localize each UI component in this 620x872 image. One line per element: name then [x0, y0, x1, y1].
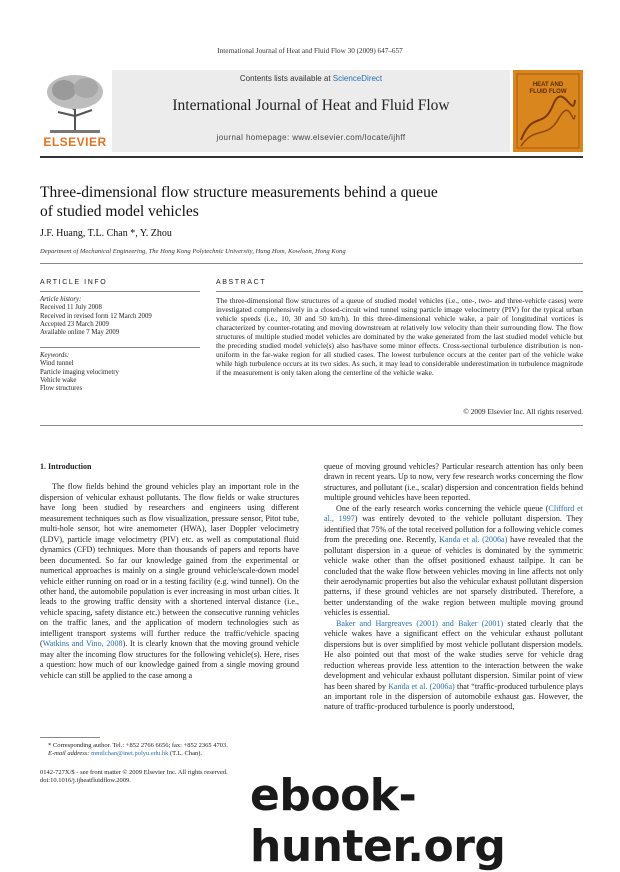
section-heading: 1. Introduction: [40, 462, 92, 471]
history-item: Received 11 July 2008: [40, 304, 102, 312]
journal-cover-title: [513, 82, 583, 96]
text-run: that “traffic-produced turbulence plays an important role in the dispersion of automobile exhaust gas. However, the nature of traffic-produced turbulence is poorly understood,: [324, 681, 583, 712]
cover-line-2: FLUID FLOW: [529, 89, 567, 95]
journal-title: International Journal of Heat and Fluid Flow: [172, 97, 450, 114]
text-run: ) was entirely devoted to the vehicle pollutant dispersion. They identified that 75% of the total received pollution for a following vehicle comes from the preceding one. Recently,: [324, 514, 583, 545]
cover-line-1: HEAT AND: [532, 82, 564, 88]
watermark-text: ebook-hunter.org: [250, 770, 506, 872]
history-item: Available online 7 May 2009: [40, 329, 120, 337]
sciencedirect-link[interactable]: ScienceDirect: [332, 74, 383, 83]
footnote-email-line: [40, 750, 299, 758]
history-item: Accepted 23 March 2009: [40, 320, 109, 328]
paragraph: [40, 482, 299, 681]
footnote-line: [40, 742, 299, 750]
body-right-column: [324, 462, 583, 713]
authors: J.F. Huang, T.L. Chan *, Y. Zhou: [40, 228, 172, 239]
contents-line: [112, 74, 510, 83]
doi-line[interactable]: doi:10.1016/j.ijheatfluidflow.2009.: [40, 777, 131, 784]
footnote-marker: *: [48, 742, 52, 749]
affiliation: Department of Mechanical Engineering, The Hong Kong Polytechnic University, Hung Hom, Kowloon, Hong Kong: [40, 248, 346, 255]
footnote: [40, 742, 299, 758]
title-rule: [40, 263, 583, 264]
keyword-item: Particle imaging velocimetry: [40, 368, 119, 376]
article-info-rule: [40, 291, 200, 292]
citation-link[interactable]: Kanda et al. (2006a): [439, 535, 508, 545]
copyright: © 2009 Elsevier Inc. All rights reserved.: [463, 407, 583, 416]
keyword-item: Flow structures: [40, 385, 83, 393]
journal-homepage[interactable]: journal homepage: www.elsevier.com/locate/ijhff: [216, 133, 406, 142]
citation-link[interactable]: Watkins and Vino, 2008: [42, 639, 123, 649]
paragraph: [324, 619, 583, 713]
text-run: ). It is clearly known that the moving ground vehicle may alter the incoming flow structures for the following vehicle(s). Here, rises a question: how much of our knowledge gained from a single moving ground vehicle can still be applied to the case among a: [40, 639, 299, 680]
paragraph: [324, 504, 583, 619]
email-link[interactable]: mmtlchan@inet.polyu.edu.hk: [91, 750, 169, 757]
abstract-heading: ABSTRACT: [216, 279, 267, 286]
email-label: E-mail address:: [48, 750, 90, 757]
keywords: [40, 352, 205, 393]
text-run: One of the early research works concerning the vehicle queue (: [336, 503, 549, 513]
running-head: International Journal of Heat and Fluid Flow 30 (2009) 647–657: [217, 47, 403, 55]
publisher-logo-text: ELSEVIER: [43, 135, 107, 149]
footnote-rule: [40, 737, 100, 738]
title-line-1: Three-dimensional flow structure measurements behind a queue: [40, 184, 438, 201]
text-run: have revealed that the pollutant dispersion in a queue of vehicles is dominated by the symmetric vehicle wake other than the offset positioned exhaust tailpipe. It can be concluded that the wake flow between vehicles moving in line affects not only their aerodynamic properties but also the vehicular exhaust pollutant dispersion patterns, if these ground vehicles are not sparsely distributed. Therefore, a better understanding of the wake region between multiple moving ground vehicles is essential.: [324, 535, 583, 618]
email-suffix: (T.L. Chan).: [170, 750, 203, 757]
footnote-text: Corresponding author. Tel.: +852 2766 6656; fax: +852 2365 4703.: [52, 742, 228, 749]
text-run: The flow fields behind the ground vehicles play an important role in the dispersion of vehicular exhaust pollutants. The flow fields or wake structures have long been studied by researchers and engineers using different measurement techniques such as flow visualization, pressure sensor, Pitot tube, multi-hole sensor, hot wire anemometer (HWA), laser Doppler velocimetry (LDV), particle image velocimetry (PIV) etc. as well as computational fluid dynamics (CFD) techniques. More than thousands of papers and reports have been documented. So far our knowledge gained from the experimental or numerical approaches is mainly on a single ground vehicle/scale-down model vehicle either running on road or in a testing facility (e.g. wind tunnel). On the other hand, the automobile population is ever increasing in most urban cities. It leads to the growing traffic density with a shortened interval distance (i.e., vehicle spacing, safety distance etc.) between the consecutive running vehicles on the traffic lanes, and the application of modern technologies such as intelligent transport systems will further reduce the traffic/vehicle spacing (: [40, 482, 299, 649]
keyword-item: Wind tunnel: [40, 360, 74, 368]
contents-prefix: Contents lists available at: [239, 74, 331, 83]
title-line-2: of studied model vehicles: [40, 203, 199, 220]
issn-line: 0142-727X/$ - see front matter © 2009 Elsevier Inc. All rights reserved.: [40, 769, 228, 776]
abstract-text: The three-dimensional flow structures of a queue of studied model vehicles (i.e., one-, two- and three-vehicle cases) were investigated comprehensively in a closed-circuit wind tunnel using particle image velocimetry (PIV) for the typical urban vehicle speeds (i.e., 10, 30 and 50 km/h). In this three-dimensional vehicle wake, a pair of longitudinal vortices is characterized by counter-rotating and moving downstream at relatively low velocity than their surrounding flow. The flow structures of multiple studied model vehicles are dominated by the wake generated from the last studied model vehicle but the preceding studied model vehicle(s) also has/have some minor effects. Cross-sectional turbulence distribution is non-uniform in the far-wake region for all studied cases. The lowest turbulence occurs at the center part of the vehicle wake while high turbulence occurs at its two sides. As such, it may lead to considerable underestimation in turbulence magnitude if the measurement is only taken along the centerline of the vehicle wake.: [216, 296, 583, 377]
history-item: Received in revised form 12 March 2009: [40, 312, 152, 320]
abstract-rule: [216, 291, 583, 292]
article-title: [40, 183, 500, 221]
citation-link[interactable]: Baker and Hargreaves (2001) and Baker (2001): [336, 618, 504, 628]
paragraph: queue of moving ground vehicles? Particular research attention has only been drawn in recent years. Up to now, very few research works concerning the flow structures, and pollutant (i.e., scalar) dispersion and concentration fields behind multiple ground vehicles have been reported.: [324, 462, 583, 503]
keywords-rule: [40, 347, 200, 348]
keyword-item: Vehicle wake: [40, 376, 77, 384]
article-info-heading: ARTICLE INFO: [40, 279, 108, 286]
citation-link[interactable]: Kanda et al. (2006a): [388, 681, 455, 691]
abstract-bottom-rule: [40, 425, 583, 426]
keywords-label: Keywords:: [40, 352, 70, 359]
body-left-column: [40, 462, 299, 681]
history-label: Article history:: [40, 296, 82, 303]
masthead-rule: [40, 156, 583, 158]
text-run: stated clearly that the vehicle wakes have a significant effect on the vehicular exhaust pollutant dispersions but is over simplified by most vehicle pollutant dispersion models. He also pointed out that most of the wake studies serve for vehicle drag reduction whereas provide less attention to the interaction between the wake development and vehicular exhaust pollutant dispersion. Similar point of view has been shared by: [324, 618, 583, 691]
article-history: [40, 296, 205, 337]
citation-link[interactable]: Clifford et al., 1997: [324, 503, 584, 524]
